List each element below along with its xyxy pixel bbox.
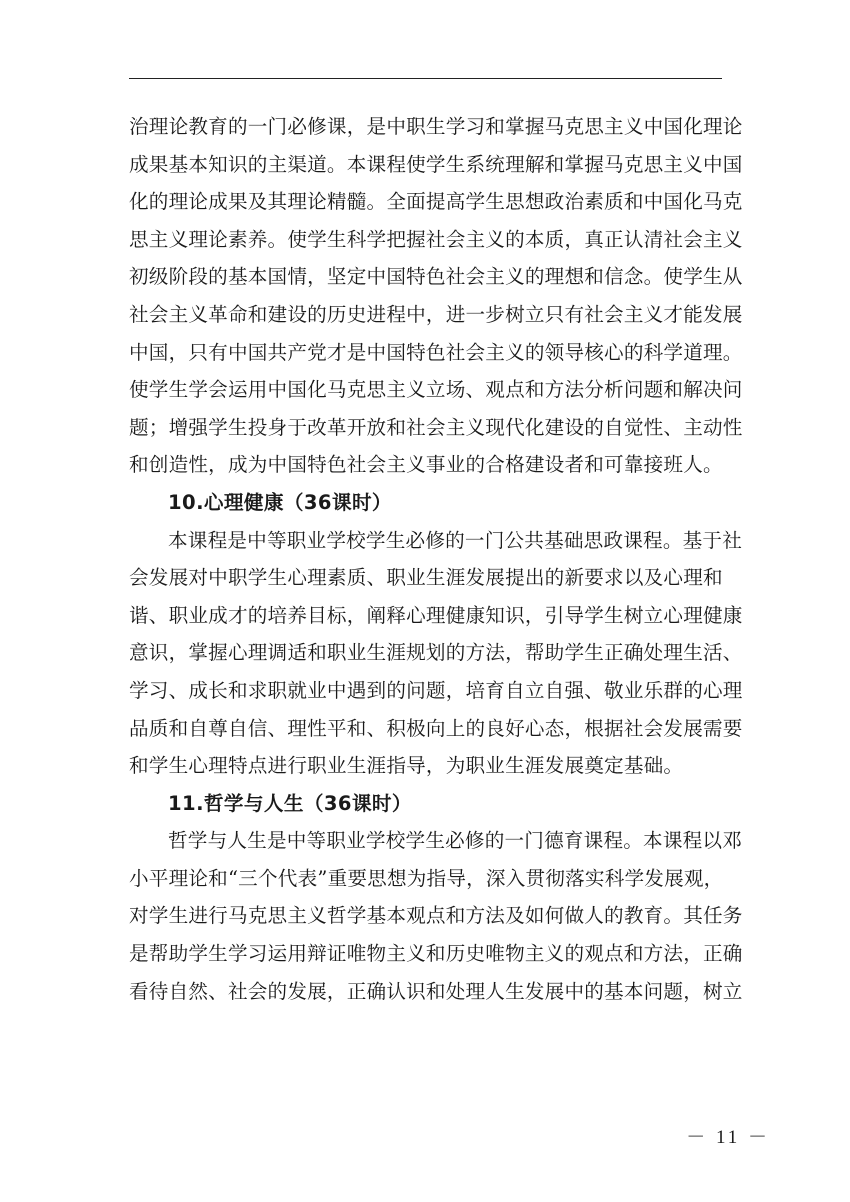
header-rule: [129, 78, 722, 79]
section-heading: 10.心理健康（36课时）: [168, 490, 392, 514]
text-line: 题；增强学生投身于改革开放和社会主义现代化建设的自觉性、主动性: [129, 415, 743, 439]
text-line: 和学生心理特点进行职业生涯指导，为职业生涯发展奠定基础。: [129, 754, 684, 778]
text-line: 谐、职业成才的培养目标，阐释心理健康知识，引导学生树立心理健康: [129, 603, 743, 627]
text-line: 意识，掌握心理调适和职业生涯规划的方法，帮助学生正确处理生活、: [129, 641, 743, 665]
text-line: 中国，只有中国共产党才是中国特色社会主义的领导核心的科学道理。: [129, 340, 743, 364]
text-line: 治理论教育的一门必修课，是中职生学习和掌握马克思主义中国化理论: [129, 115, 743, 138]
text-line: 初级阶段的基本国情，坚定中国特色社会主义的理想和信念。使学生从: [129, 265, 743, 289]
document-body: [129, 108, 743, 1010]
section-philosophy-and-life: [129, 785, 743, 1011]
paragraph-continued: [129, 108, 743, 484]
text-line: 看待自然、社会的发展，正确认识和处理人生发展中的基本问题，树立: [129, 979, 743, 1003]
text-line: 思主义理论素养。使学生科学把握社会主义的本质，真正认清社会主义: [129, 227, 743, 251]
text-line: 本课程是中等职业学校学生必修的一门公共基础思政课程。基于社: [168, 528, 743, 552]
text-line: 品质和自尊自信、理性平和、积极向上的良好心态，根据社会发展需要: [129, 716, 743, 740]
page-number: － 11 －: [686, 1127, 770, 1148]
text-line: 小平理论和“三个代表”重要思想为指导，深入贯彻落实科学发展观，: [129, 866, 724, 890]
text-line: 会发展对中职学生心理素质、职业生涯发展提出的新要求以及心理和: [129, 566, 723, 590]
text-line: 哲学与人生是中等职业学校学生必修的一门德育课程。本课程以邓: [168, 829, 743, 853]
text-line: 和创造性，成为中国特色社会主义事业的合格建设者和可靠接班人。: [129, 453, 723, 477]
text-line: 是帮助学生学习运用辩证唯物主义和历史唯物主义的观点和方法，正确: [129, 942, 743, 966]
text-line: 社会主义革命和建设的历史进程中，进一步树立只有社会主义才能发展: [129, 302, 743, 326]
text-line: 使学生学会运用中国化马克思主义立场、观点和方法分析问题和解决问: [129, 378, 743, 402]
text-line: 化的理论成果及其理论精髓。全面提高学生思想政治素质和中国化马克: [129, 190, 743, 214]
text-line: 对学生进行马克思主义哲学基本观点和方法及如何做人的教育。其任务: [129, 904, 743, 928]
text-line: 学习、成长和求职就业中遇到的问题，培育自立自强、敬业乐群的心理: [129, 678, 743, 702]
section-mental-health: [129, 484, 743, 785]
section-heading: 11.哲学与人生（36课时）: [168, 791, 412, 815]
text-line: 成果基本知识的主渠道。本课程使学生系统理解和掌握马克思主义中国: [129, 152, 743, 176]
